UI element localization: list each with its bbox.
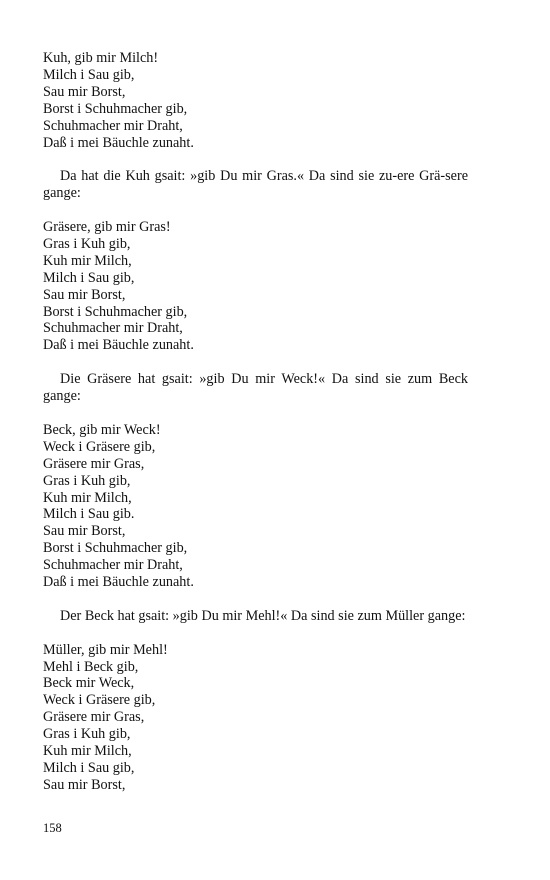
verse-line: Daß i mei Bäuchle zunaht. xyxy=(43,134,194,151)
verse-line: Sau mir Borst, xyxy=(43,776,126,793)
verse-line: Weck i Gräsere gib, xyxy=(43,692,156,709)
verse-line: Milch i Sau gib, xyxy=(43,759,135,776)
verse-stanza xyxy=(43,50,468,151)
verse-line: Beck mir Weck, xyxy=(43,675,135,692)
verse-line: Gräsere mir Gras, xyxy=(43,709,145,726)
verse-line: Gräsere, gib mir Gras! xyxy=(43,219,171,236)
verse-line: Milch i Sau gib, xyxy=(43,269,135,286)
prose-paragraph: Die Gräsere hat gsait: »gib Du mir Weck!« Da sind sie zum Beck gange: xyxy=(43,371,468,405)
prose-paragraph: Da hat die Kuh gsait: »gib Du mir Gras.« Da sind sie zu-ere Grä-sere gange: xyxy=(43,168,468,202)
verse-line: Daß i mei Bäuchle zunaht. xyxy=(43,337,194,354)
prose-paragraph: Der Beck hat gsait: »gib Du mir Mehl!« Da sind sie zum Müller gange: xyxy=(60,607,466,624)
verse-line: Schuhmacher mir Draht, xyxy=(43,320,183,337)
verse-stanza xyxy=(43,219,468,354)
verse-line: Sau mir Borst, xyxy=(43,523,126,540)
verse-line: Sau mir Borst, xyxy=(43,286,126,303)
verse-line: Gräsere mir Gras, xyxy=(43,455,145,472)
verse-line: Gras i Kuh gib, xyxy=(43,472,131,489)
verse-line: Weck i Gräsere gib, xyxy=(43,438,156,455)
verse-line: Borst i Schuhmacher gib, xyxy=(43,303,188,320)
verse-line: Kuh mir Milch, xyxy=(43,489,132,506)
verse-line: Milch i Sau gib. xyxy=(43,506,135,523)
verse-line: Daß i mei Bäuchle zunaht. xyxy=(43,574,194,591)
verse-line: Kuh, gib mir Milch! xyxy=(43,50,159,66)
verse-stanza xyxy=(43,642,468,794)
verse-stanza xyxy=(43,422,468,591)
verse-line: Müller, gib mir Mehl! xyxy=(43,641,168,658)
page-number: 158 xyxy=(43,821,62,835)
verse-line: Borst i Schuhmacher gib, xyxy=(43,100,188,117)
verse-line: Gras i Kuh gib, xyxy=(43,235,131,252)
verse-line: Gras i Kuh gib, xyxy=(43,726,131,743)
verse-line: Kuh mir Milch, xyxy=(43,252,132,269)
verse-line: Schuhmacher mir Draht, xyxy=(43,117,183,134)
verse-line: Schuhmacher mir Draht, xyxy=(43,557,183,574)
verse-line: Mehl i Beck gib, xyxy=(43,658,139,675)
verse-line: Milch i Sau gib, xyxy=(43,66,135,83)
verse-line: Sau mir Borst, xyxy=(43,83,126,100)
verse-line: Kuh mir Milch, xyxy=(43,743,132,760)
verse-line: Borst i Schuhmacher gib, xyxy=(43,540,188,557)
page-text xyxy=(43,50,468,794)
verse-line: Beck, gib mir Weck! xyxy=(43,421,161,438)
